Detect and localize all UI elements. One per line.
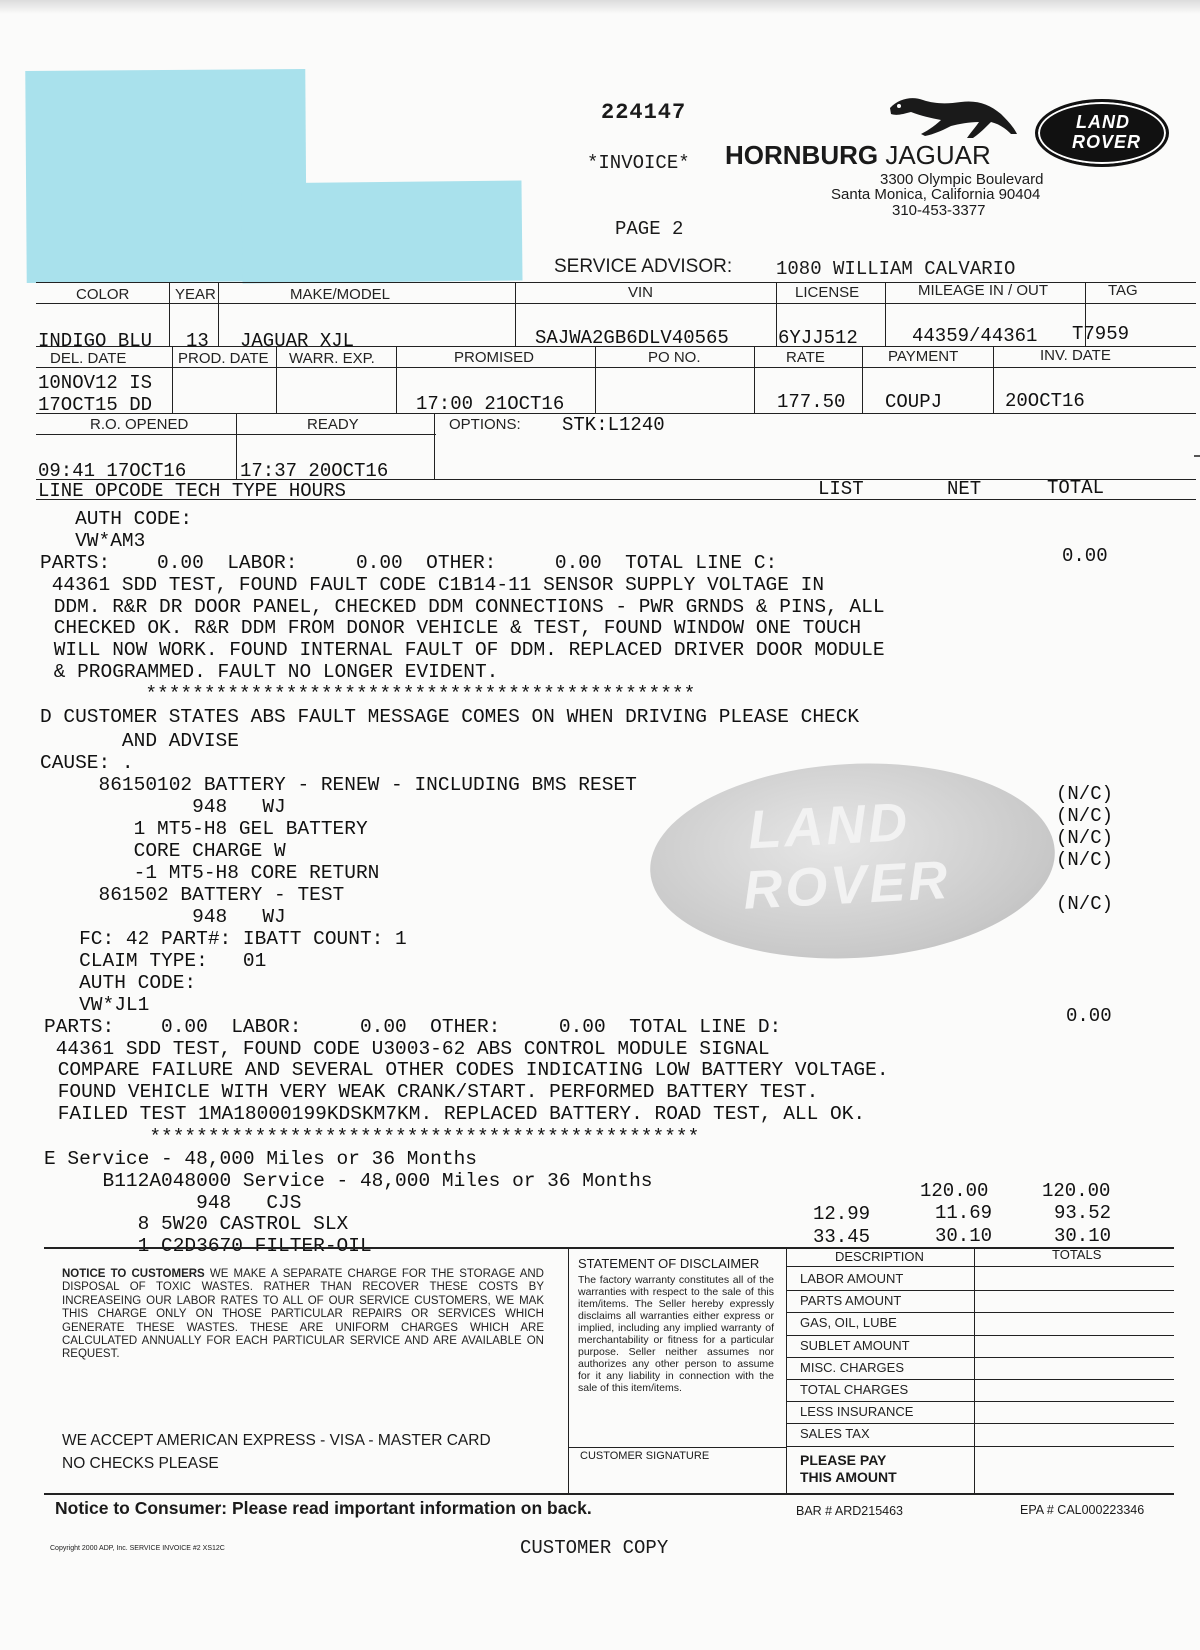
ro-text-line: CLAIM TYPE: 01 xyxy=(44,950,267,972)
ro-text-line: AUTH CODE: xyxy=(40,508,193,530)
grid-line xyxy=(885,282,886,346)
grid-line xyxy=(218,282,219,346)
ro-text-line: -1 MT5-H8 CORE RETURN xyxy=(40,862,380,884)
vehicle-year: 13 xyxy=(186,330,209,352)
color-label: COLOR xyxy=(76,286,130,303)
oil-total: 93.52 xyxy=(1054,1202,1112,1224)
please-pay-1: PLEASE PAY xyxy=(800,1452,887,1468)
land-rover-watermark xyxy=(645,754,1060,969)
scan-edge xyxy=(0,0,1200,14)
columns-header-net: NET xyxy=(947,478,982,500)
nc-5: (N/C) xyxy=(1056,893,1114,915)
columns-header-total: TOTAL xyxy=(1047,477,1105,499)
grid-line xyxy=(276,346,277,413)
filter-list: 33.45 xyxy=(813,1226,871,1248)
total-line-d: 0.00 xyxy=(1066,1005,1112,1027)
ro-text-line: VW*JL1 xyxy=(44,994,150,1016)
ro-text-line: CORE CHARGE W xyxy=(40,840,286,862)
ro-text-line: 1 C2D3670 FILTER-OIL xyxy=(44,1235,372,1257)
dealer-address-2: Santa Monica, California 90404 xyxy=(831,186,1041,203)
ro-text-line: FC: 42 PART#: IBATT COUNT: 1 xyxy=(44,928,407,950)
description-header: DESCRIPTION xyxy=(835,1249,924,1264)
grid-line xyxy=(36,303,1196,304)
customer-copy: CUSTOMER COPY xyxy=(520,1537,669,1559)
scan-mark xyxy=(1194,455,1200,457)
nc-2: (N/C) xyxy=(1056,805,1114,827)
ro-text-line: VW*AM3 xyxy=(40,530,146,552)
totals-header: TOTALS xyxy=(1052,1247,1102,1262)
vin-label: VIN xyxy=(628,284,654,301)
ro-text-line: *********************************************** xyxy=(40,683,696,705)
copyright: Copyright 2000 ADP, Inc. SERVICE INVOICE #2 XS12C xyxy=(50,1545,225,1552)
filter-total: 30.10 xyxy=(1054,1225,1112,1247)
ro-text-line: *********************************************** xyxy=(44,1126,700,1148)
vehicle-color: INDIGO BLU xyxy=(38,330,153,352)
dealer-phone: 310-453-3377 xyxy=(892,202,986,219)
summary-row-line xyxy=(786,1335,1174,1336)
ro-text-line: D CUSTOMER STATES ABS FAULT MESSAGE COMES ON WHEN DRIVING PLEASE CHECK xyxy=(40,706,860,728)
vehicle-license: 6YJJ512 xyxy=(778,327,858,349)
ro-text-line: 8 5W20 CASTROL SLX xyxy=(44,1213,349,1235)
ro-text-line: PARTS: 0.00 LABOR: 0.00 OTHER: 0.00 TOTAL LINE C: xyxy=(40,552,778,574)
dealer-name-light: JAGUAR xyxy=(885,140,991,170)
land-rover-badge-line1: LAND xyxy=(1076,112,1130,132)
options-label: OPTIONS: xyxy=(449,416,521,433)
columns-header-list: LIST xyxy=(818,478,864,500)
columns-header-left: LINE OPCODE TECH TYPE HOURS xyxy=(38,480,346,502)
inv-date-label: INV. DATE xyxy=(1040,347,1111,364)
promised-value: 17:00 21OCT16 xyxy=(416,393,565,415)
ro-text-line: & PROGRAMMED. FAULT NO LONGER EVIDENT. xyxy=(42,661,499,683)
summary-row-line xyxy=(786,1290,1174,1291)
grid-line xyxy=(595,346,596,413)
oil-net: 11.69 xyxy=(935,1202,993,1224)
customer-signature-label: CUSTOMER SIGNATURE xyxy=(580,1450,710,1462)
ro-text-line: 948 WJ xyxy=(40,906,286,928)
grid-line xyxy=(515,282,516,346)
vehicle-mileage: 44359/44361 xyxy=(912,325,1038,347)
options-value: STK:L1240 xyxy=(562,414,665,436)
ro-text-line: AND ADVISE xyxy=(40,730,239,752)
ro-text-line: DDM. R&R DR DOOR PANEL, CHECKED DDM CONNECTIONS - PWR GRNDS & PINS, ALL xyxy=(42,596,885,618)
doc-type: *INVOICE* xyxy=(587,152,690,174)
please-pay-2: THIS AMOUNT xyxy=(800,1469,897,1485)
ro-text-line: AUTH CODE: xyxy=(44,972,197,994)
summary-row-line xyxy=(786,1401,1174,1402)
watermark-line2: ROVER xyxy=(741,849,952,921)
ro-text-line: E Service - 48,000 Miles or 36 Months xyxy=(44,1148,477,1170)
ro-opened-label: R.O. OPENED xyxy=(90,416,189,433)
watermark-line1: LAND xyxy=(746,791,912,861)
ro-text-line: 1 MT5-H8 GEL BATTERY xyxy=(40,818,368,840)
nc-1: (N/C) xyxy=(1056,783,1114,805)
summary-row-line xyxy=(786,1446,1174,1447)
dealer-address-1: 3300 Olympic Boulevard xyxy=(880,171,1044,188)
ro-text-line: CHECKED OK. R&R DDM FROM DONOR VEHICLE & TEST, FOUND WINDOW ONE TOUCH xyxy=(42,617,862,639)
disclaimer-text: The factory warranty constitutes all of the warranties with respect to the sale of this item/items. The Seller hereby expressly disclaims all warranties either express or implied, including any implied warranty of merchantability or fitness for a particular purpose. Seller neither assumes nor authorizes any other person to assume for it any liability in connection with the sale of this item/items. xyxy=(578,1274,774,1394)
ro-text-line: PARTS: 0.00 LABOR: 0.00 OTHER: 0.00 TOTAL LINE D: xyxy=(44,1016,782,1038)
vehicle-make-model: JAGUAR XJL xyxy=(240,330,355,352)
prod-date-label: PROD. DATE xyxy=(178,350,269,367)
land-rover-badge xyxy=(1035,99,1169,167)
notice-bold: NOTICE TO CUSTOMERS xyxy=(62,1268,205,1280)
mileage-label: MILEAGE IN / OUT xyxy=(918,282,1049,299)
ro-number: 224147 xyxy=(601,100,687,125)
toxic-waste-notice xyxy=(62,1268,544,1362)
license-label: LICENSE xyxy=(795,284,860,301)
summary-line xyxy=(786,1266,1174,1267)
bar-number: BAR # ARD215463 xyxy=(796,1504,904,1518)
summary-row-label: SUBLET AMOUNT xyxy=(800,1337,910,1353)
redaction-sticker-2 xyxy=(241,181,522,284)
year-label: YEAR xyxy=(175,286,216,303)
summary-row-label: LESS INSURANCE xyxy=(800,1404,914,1420)
footer-bottom-line xyxy=(44,1493,1174,1495)
summary-row-label: PARTS AMOUNT xyxy=(800,1293,902,1309)
cards-accepted: WE ACCEPT AMERICAN EXPRESS - VISA - MASTER CARD xyxy=(62,1432,491,1449)
del-date-label: DEL. DATE xyxy=(50,350,127,367)
warr-exp-label: WARR. EXP. xyxy=(289,350,375,367)
rate-label: RATE xyxy=(786,349,825,366)
epa-number: EPA # CAL000223346 xyxy=(1020,1503,1145,1517)
promised-label: PROMISED xyxy=(454,349,535,366)
footer-top-line xyxy=(44,1247,1174,1249)
vehicle-vin: SAJWA2GB6DLV40565 xyxy=(535,327,729,349)
grid-line xyxy=(862,346,863,413)
signature-line xyxy=(568,1447,786,1448)
ro-text-line: FAILED TEST 1MA18000199KDSKM7KM. REPLACED BATTERY. ROAD TEST, ALL OK. xyxy=(46,1103,866,1125)
jaguar-leaper-logo xyxy=(885,90,1020,148)
tag-label: TAG xyxy=(1108,282,1138,299)
summary-row-line xyxy=(786,1379,1174,1380)
ro-text-line: COMPARE FAILURE AND SEVERAL OTHER CODES INDICATING LOW BATTERY VOLTAGE. xyxy=(46,1059,889,1081)
ro-text-line: 948 WJ xyxy=(40,796,286,818)
summary-row-line xyxy=(786,1423,1174,1424)
ro-opened-value: 09:41 17OCT16 xyxy=(38,460,187,482)
summary-row-label: MISC. CHARGES xyxy=(800,1359,905,1375)
inv-date-value: 20OCT16 xyxy=(1005,390,1085,412)
footer-divider xyxy=(974,1247,975,1493)
ro-text-line: 44361 SDD TEST, FOUND FAULT CODE C1B14-11 SENSOR SUPPLY VOLTAGE IN xyxy=(40,574,825,596)
grid-line xyxy=(754,346,755,413)
nc-4: (N/C) xyxy=(1056,849,1114,871)
po-no-label: PO NO. xyxy=(648,349,701,366)
make-model-label: MAKE/MODEL xyxy=(290,286,391,303)
oil-list: 12.99 xyxy=(813,1203,871,1225)
ro-text-line: B112A048000 Service - 48,000 Miles or 36 Months xyxy=(44,1170,653,1192)
page-number: PAGE 2 xyxy=(615,218,684,240)
ro-text-line: WILL NOW WORK. FOUND INTERNAL FAULT OF DDM. REPLACED DRIVER DOOR MODULE xyxy=(42,639,885,661)
payment-value: COUPJ xyxy=(885,391,943,413)
grid-line xyxy=(36,367,1196,368)
service-advisor-label: SERVICE ADVISOR: xyxy=(554,256,733,277)
disclaimer-title: STATEMENT OF DISCLAIMER xyxy=(578,1256,760,1271)
grid-line xyxy=(993,346,994,413)
consumer-notice: Notice to Consumer: Please read important information on back. xyxy=(55,1498,592,1518)
dealer-name-bold: HORNBURG xyxy=(725,140,879,170)
nc-3: (N/C) xyxy=(1056,827,1114,849)
footer-divider xyxy=(786,1247,787,1493)
grid-line xyxy=(236,413,237,479)
notice-text: WE MAKE A SEPARATE CHARGE FOR THE STORAGE AND DISPOSAL OF TOXIC WASTES. RATHER THAN RECOVER THESE COSTS BY INCREASEING OUR LABOR RATES TO ALL OF OUR SERVICE CUSTOMERS, WE MAK THIS CHARGE ONLY ON THOSE PARTICULAR REPAIRS OR SERVICES WHICH GENERATE THESE WASTES. THESE ARE UNIFORM CHARGES WHICH ARE CALCULATED ANNUALLY FOR EACH PARTICULAR SERVICE AND ARE AVAILABLE ON REQUEST. xyxy=(62,1268,544,1361)
ro-text-line: 86150102 BATTERY - RENEW - INCLUDING BMS RESET xyxy=(40,774,637,796)
payment-label: PAYMENT xyxy=(888,348,959,365)
del-date-2: 17OCT15 DD xyxy=(38,394,153,416)
vehicle-tag: T7959 xyxy=(1072,323,1130,345)
summary-row-label: GAS, OIL, LUBE xyxy=(800,1315,897,1331)
summary-row-line xyxy=(786,1357,1174,1358)
grid-line xyxy=(396,346,397,413)
service-advisor-name: 1080 WILLIAM CALVARIO xyxy=(776,258,1016,280)
no-checks: NO CHECKS PLEASE xyxy=(62,1455,219,1472)
summary-row-label: LABOR AMOUNT xyxy=(800,1271,904,1286)
ro-text-line: 948 CJS xyxy=(44,1192,302,1214)
ready-value: 17:37 20OCT16 xyxy=(240,460,389,482)
rate-value: 177.50 xyxy=(777,391,846,413)
service-total: 120.00 xyxy=(1042,1180,1111,1202)
grid-line xyxy=(434,413,435,479)
footer-divider xyxy=(568,1247,569,1493)
summary-row-line xyxy=(786,1312,1174,1313)
ro-text-line: FOUND VEHICLE WITH VERY WEAK CRANK/START. PERFORMED BATTERY TEST. xyxy=(46,1081,819,1103)
ro-text-line: CAUSE: . xyxy=(40,752,134,774)
service-net: 120.00 xyxy=(920,1180,989,1202)
filter-net: 30.10 xyxy=(935,1225,993,1247)
grid-line xyxy=(776,282,777,346)
land-rover-badge-line2: ROVER xyxy=(1072,132,1142,152)
grid-line xyxy=(169,282,170,346)
grid-line xyxy=(172,346,173,413)
del-date-1: 10NOV12 IS xyxy=(38,372,153,394)
ready-label: READY xyxy=(307,416,359,433)
ro-text-line: 861502 BATTERY - TEST xyxy=(40,884,345,906)
summary-row-label: SALES TAX xyxy=(800,1426,870,1442)
ro-text-line: 44361 SDD TEST, FOUND CODE U3003-62 ABS CONTROL MODULE SIGNAL xyxy=(44,1038,770,1060)
total-line-c: 0.00 xyxy=(1062,545,1108,567)
summary-row-label: TOTAL CHARGES xyxy=(800,1382,909,1397)
